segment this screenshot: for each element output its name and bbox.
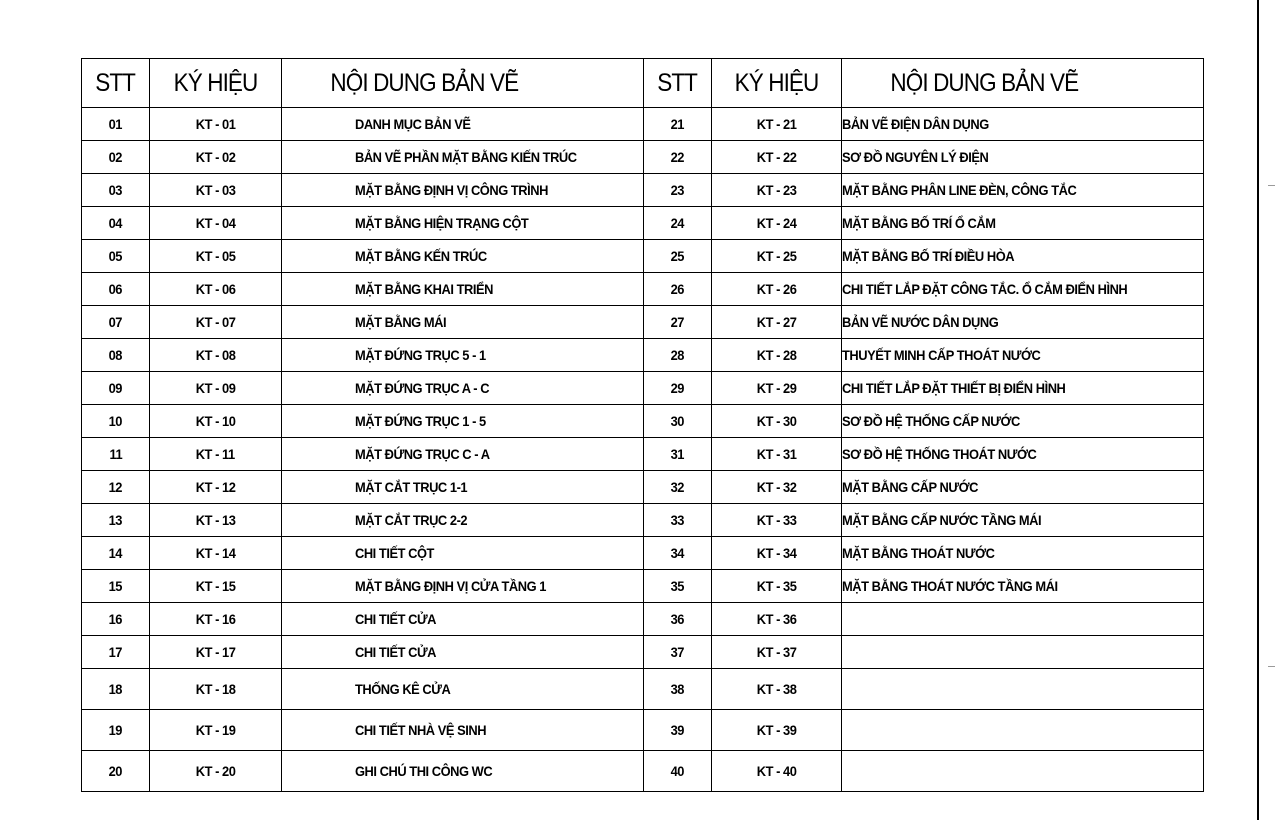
cell-stt: 07 xyxy=(82,306,150,339)
cell-code: KT - 20 xyxy=(150,751,282,792)
table-row xyxy=(82,603,1204,636)
cell-content: MẶT ĐỨNG TRỤC 1 - 5 xyxy=(282,405,644,438)
table-row xyxy=(82,636,1204,669)
frame-tick-mark xyxy=(1268,666,1275,667)
cell-stt: 04 xyxy=(82,207,150,240)
header-row xyxy=(82,59,1204,108)
table-row xyxy=(82,570,1204,603)
cell-code: KT - 34 xyxy=(712,537,842,570)
table-row xyxy=(82,669,1204,710)
cell-stt: 23 xyxy=(644,174,712,207)
table-row xyxy=(82,537,1204,570)
cell-content: MẶT CẮT TRỤC 1-1 xyxy=(282,471,644,504)
cell-stt: 25 xyxy=(644,240,712,273)
cell-code: KT - 07 xyxy=(150,306,282,339)
cell-code: KT - 27 xyxy=(712,306,842,339)
cell-stt: 06 xyxy=(82,273,150,306)
cell-content: MẶT BẰNG BỐ TRÍ Ổ CẮM xyxy=(842,207,1204,240)
cell-code: KT - 13 xyxy=(150,504,282,537)
cell-code: KT - 17 xyxy=(150,636,282,669)
cell-code: KT - 05 xyxy=(150,240,282,273)
cell-stt: 05 xyxy=(82,240,150,273)
cell-code: KT - 08 xyxy=(150,339,282,372)
table-row xyxy=(82,306,1204,339)
drawing-list-table xyxy=(81,58,1204,792)
table-row xyxy=(82,710,1204,751)
cell-code: KT - 10 xyxy=(150,405,282,438)
cell-code: KT - 23 xyxy=(712,174,842,207)
cell-content: MẶT BẰNG CẤP NƯỚC TẦNG MÁI xyxy=(842,504,1204,537)
cell-stt: 29 xyxy=(644,372,712,405)
cell-stt: 14 xyxy=(82,537,150,570)
cell-code: KT - 28 xyxy=(712,339,842,372)
table-row xyxy=(82,174,1204,207)
cell-stt: 31 xyxy=(644,438,712,471)
header-code: KÝ HIỆU xyxy=(712,59,842,108)
cell-content xyxy=(842,710,1204,751)
cell-stt: 19 xyxy=(82,710,150,751)
cell-code: KT - 15 xyxy=(150,570,282,603)
cell-content: BẢN VẼ ĐIỆN DÂN DỤNG xyxy=(842,108,1204,141)
table-row xyxy=(82,141,1204,174)
header-stt: STT xyxy=(644,59,712,108)
cell-content: MẶT BẰNG MÁI xyxy=(282,306,644,339)
cell-stt: 08 xyxy=(82,339,150,372)
cell-content: CHI TIẾT LẮP ĐẶT CÔNG TẮC. Ổ CẮM ĐIỂN HÌNH xyxy=(842,273,1204,306)
cell-content xyxy=(842,603,1204,636)
table-row xyxy=(82,273,1204,306)
cell-code: KT - 21 xyxy=(712,108,842,141)
frame-tick-mark xyxy=(1268,185,1275,186)
table-row xyxy=(82,372,1204,405)
cell-code: KT - 36 xyxy=(712,603,842,636)
cell-content xyxy=(842,636,1204,669)
table-row xyxy=(82,339,1204,372)
header-stt: STT xyxy=(82,59,150,108)
cell-content: MẶT BẰNG KẾN TRÚC xyxy=(282,240,644,273)
cell-content: MẶT BẰNG THOÁT NƯỚC TẦNG MÁI xyxy=(842,570,1204,603)
table-row xyxy=(82,108,1204,141)
cell-content: MẶT ĐỨNG TRỤC A - C xyxy=(282,372,644,405)
cell-content: MẶT ĐỨNG TRỤC 5 - 1 xyxy=(282,339,644,372)
cell-content: CHI TIẾT CỘT xyxy=(282,537,644,570)
cell-stt: 30 xyxy=(644,405,712,438)
cell-code: KT - 35 xyxy=(712,570,842,603)
cell-content: MẶT CẮT TRỤC 2-2 xyxy=(282,504,644,537)
cell-stt: 33 xyxy=(644,504,712,537)
cell-content: CHI TIẾT CỬA xyxy=(282,636,644,669)
cell-code: KT - 06 xyxy=(150,273,282,306)
cell-content: MẶT BẰNG KHAI TRIỂN xyxy=(282,273,644,306)
cell-stt: 03 xyxy=(82,174,150,207)
cell-content: SƠ ĐỒ HỆ THỐNG CẤP NƯỚC xyxy=(842,405,1204,438)
cell-content: CHI TIẾT CỬA xyxy=(282,603,644,636)
cell-code: KT - 37 xyxy=(712,636,842,669)
cell-content: MẶT ĐỨNG TRỤC C - A xyxy=(282,438,644,471)
cell-stt: 09 xyxy=(82,372,150,405)
cell-content: BẢN VẼ PHẦN MẶT BẰNG KIẾN TRÚC xyxy=(282,141,644,174)
cell-stt: 39 xyxy=(644,710,712,751)
cell-code: KT - 12 xyxy=(150,471,282,504)
cell-content xyxy=(842,669,1204,710)
cell-code: KT - 02 xyxy=(150,141,282,174)
cell-stt: 27 xyxy=(644,306,712,339)
cell-code: KT - 09 xyxy=(150,372,282,405)
cell-stt: 32 xyxy=(644,471,712,504)
cell-content: MẶT BẰNG BỐ TRÍ ĐIỀU HÒA xyxy=(842,240,1204,273)
cell-code: KT - 26 xyxy=(712,273,842,306)
cell-stt: 35 xyxy=(644,570,712,603)
cell-stt: 24 xyxy=(644,207,712,240)
cell-stt: 38 xyxy=(644,669,712,710)
table-row xyxy=(82,438,1204,471)
cell-code: KT - 19 xyxy=(150,710,282,751)
table-row xyxy=(82,471,1204,504)
cell-stt: 21 xyxy=(644,108,712,141)
cell-stt: 22 xyxy=(644,141,712,174)
cell-code: KT - 25 xyxy=(712,240,842,273)
cell-stt: 40 xyxy=(644,751,712,792)
cell-content: MẶT BẰNG CẤP NƯỚC xyxy=(842,471,1204,504)
cell-stt: 01 xyxy=(82,108,150,141)
cell-code: KT - 29 xyxy=(712,372,842,405)
cell-stt: 12 xyxy=(82,471,150,504)
cell-content: SƠ ĐỒ NGUYÊN LÝ ĐIỆN xyxy=(842,141,1204,174)
cell-content: MẶT BẰNG HIỆN TRẠNG CỘT xyxy=(282,207,644,240)
cell-content: SƠ ĐỒ HỆ THỐNG THOÁT NƯỚC xyxy=(842,438,1204,471)
header-code: KÝ HIỆU xyxy=(150,59,282,108)
cell-code: KT - 01 xyxy=(150,108,282,141)
cell-stt: 20 xyxy=(82,751,150,792)
cell-stt: 13 xyxy=(82,504,150,537)
cell-content: THUYẾT MINH CẤP THOÁT NƯỚC xyxy=(842,339,1204,372)
cell-content: MẶT BẰNG THOÁT NƯỚC xyxy=(842,537,1204,570)
cell-content: CHI TIẾT LẮP ĐẶT THIẾT BỊ ĐIỂN HÌNH xyxy=(842,372,1204,405)
frame-border-line xyxy=(1257,0,1259,820)
cell-content: CHI TIẾT NHÀ VỆ SINH xyxy=(282,710,644,751)
header-content: NỘI DUNG BẢN VẼ xyxy=(282,59,644,108)
cell-content: MẶT BẰNG PHÂN LINE ĐÈN, CÔNG TẮC xyxy=(842,174,1204,207)
cell-code: KT - 16 xyxy=(150,603,282,636)
cell-stt: 28 xyxy=(644,339,712,372)
cell-code: KT - 39 xyxy=(712,710,842,751)
cell-stt: 37 xyxy=(644,636,712,669)
cell-content xyxy=(842,751,1204,792)
cell-content: THỐNG KÊ CỬA xyxy=(282,669,644,710)
cell-code: KT - 22 xyxy=(712,141,842,174)
cell-stt: 26 xyxy=(644,273,712,306)
cell-stt: 11 xyxy=(82,438,150,471)
cell-code: KT - 14 xyxy=(150,537,282,570)
cell-content: MẶT BẰNG ĐỊNH VỊ CÔNG TRÌNH xyxy=(282,174,644,207)
table-row xyxy=(82,240,1204,273)
cell-code: KT - 32 xyxy=(712,471,842,504)
cell-code: KT - 18 xyxy=(150,669,282,710)
cell-content: MẶT BẰNG ĐỊNH VỊ CỬA TẦNG 1 xyxy=(282,570,644,603)
cell-code: KT - 11 xyxy=(150,438,282,471)
cell-stt: 02 xyxy=(82,141,150,174)
cell-content: DANH MỤC BẢN VẼ xyxy=(282,108,644,141)
cell-code: KT - 40 xyxy=(712,751,842,792)
table-row xyxy=(82,751,1204,792)
cell-stt: 15 xyxy=(82,570,150,603)
cell-code: KT - 24 xyxy=(712,207,842,240)
header-content: NỘI DUNG BẢN VẼ xyxy=(842,59,1204,108)
cell-stt: 10 xyxy=(82,405,150,438)
cell-code: KT - 03 xyxy=(150,174,282,207)
cell-code: KT - 33 xyxy=(712,504,842,537)
cell-code: KT - 38 xyxy=(712,669,842,710)
table-row xyxy=(82,405,1204,438)
cell-code: KT - 30 xyxy=(712,405,842,438)
cell-code: KT - 04 xyxy=(150,207,282,240)
table-row xyxy=(82,207,1204,240)
cell-stt: 16 xyxy=(82,603,150,636)
cell-stt: 36 xyxy=(644,603,712,636)
cell-stt: 34 xyxy=(644,537,712,570)
cell-code: KT - 31 xyxy=(712,438,842,471)
table-row xyxy=(82,504,1204,537)
cell-stt: 17 xyxy=(82,636,150,669)
cell-stt: 18 xyxy=(82,669,150,710)
cell-content: GHI CHÚ THI CÔNG WC xyxy=(282,751,644,792)
cell-content: BẢN VẼ NƯỚC DÂN DỤNG xyxy=(842,306,1204,339)
